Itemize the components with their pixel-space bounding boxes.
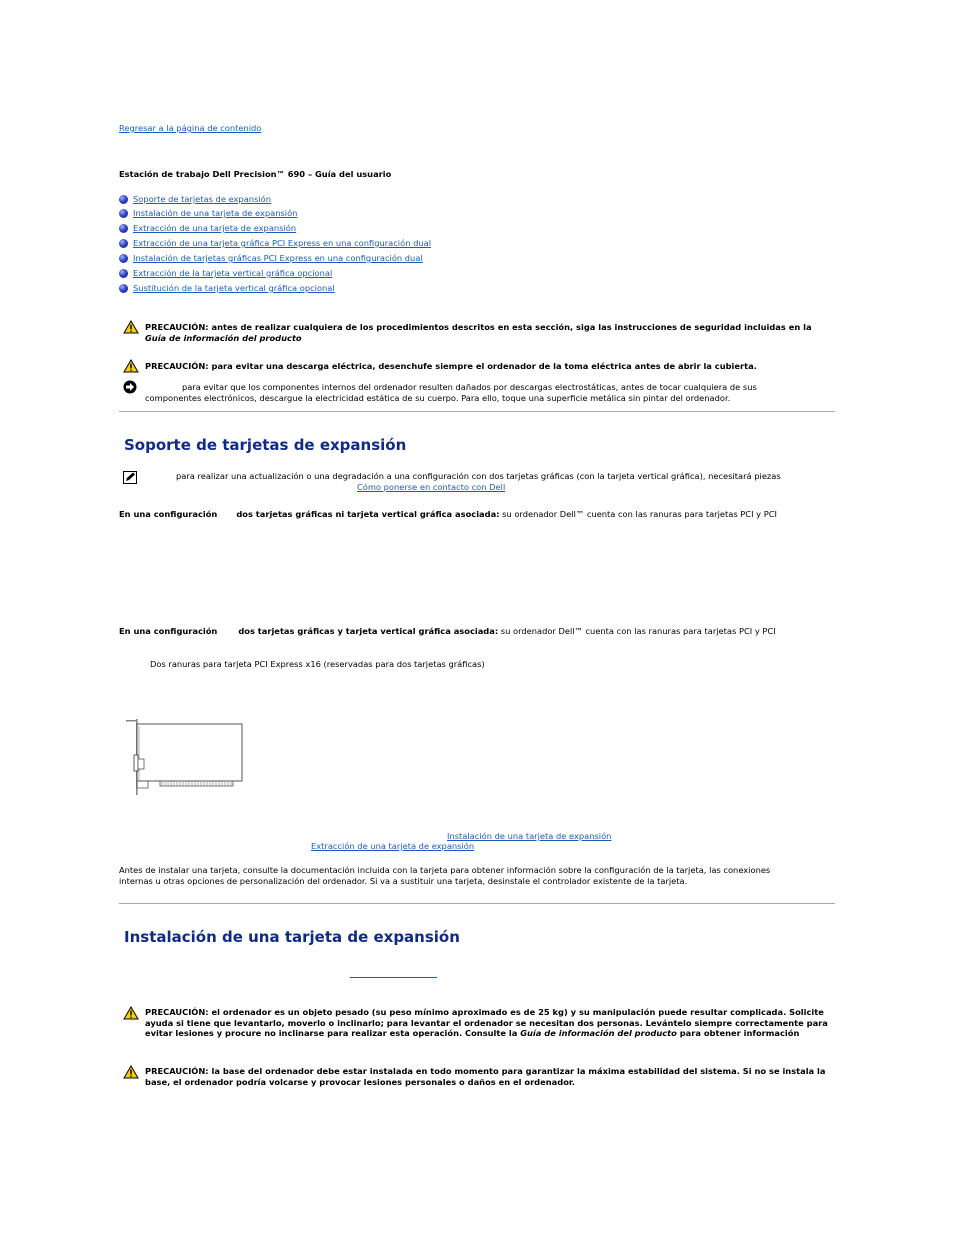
warning-safety: [145, 322, 812, 343]
remove-card-link[interactable]: Extracción de una tarjeta de expansión: [311, 841, 475, 851]
config-dual: [119, 626, 776, 637]
toc-item: [119, 237, 431, 249]
warning-guide-ref: Guía de información del producto: [520, 1028, 677, 1038]
warning-label: PRECAUCIÓN:: [145, 1007, 209, 1017]
config-bold: dos tarjetas gráficas y tarjeta vertical gráfica asociada:: [238, 626, 499, 636]
install-card-link[interactable]: Instalación de una tarjeta de expansión: [447, 831, 612, 841]
note-upgrade: [145, 471, 781, 492]
warning-text: ayuda si tiene que levantarlo, moverlo o inclinarlo; para levantar el ordenador se necesitan dos personas. Levántelo siempre correctamente para: [145, 1017, 828, 1028]
warning-electric: [145, 361, 757, 372]
bullet-icon: [119, 254, 128, 263]
notice-line: para evitar que los componentes internos del ordenador resulten dañados por descargas electrostáticas, antes de tocar cualquiera de sus: [182, 382, 757, 392]
toc-item: [119, 207, 297, 219]
divider: [119, 411, 835, 412]
bullet-icon: [119, 284, 128, 293]
toc-link-extraccion-dual[interactable]: Extracción de una tarjeta gráfica PCI Express en una configuración dual: [133, 238, 432, 248]
note-text: para realizar una actualización o una degradación a una configuración con dos tarjetas gráficas (con la tarjeta vertical gráfica), necesitará piezas: [176, 471, 781, 481]
caution-icon: [123, 320, 139, 334]
warning-text: base, el ordenador podría volcarse y provocar lesiones personales o daños en el ordenador.: [145, 1076, 575, 1087]
warning-text: para evitar una descarga eléctrica, desenchufe siempre el ordenador de la toma eléctrica antes de abrir la cubierta.: [208, 361, 757, 371]
toc-item: [119, 193, 271, 205]
config-text: su ordenador Dell™ cuenta con las ranuras para tarjetas PCI y PCI: [499, 509, 777, 519]
config-lead: En una configuración: [119, 626, 218, 636]
bullet-icon: [119, 224, 128, 233]
back-to-contents-link[interactable]: Regresar a la página de contenido: [119, 123, 262, 133]
toc-link-extraccion[interactable]: Extracción de una tarjeta de expansión: [133, 223, 297, 233]
config-no-dual: [119, 509, 777, 520]
bullet-icon: [119, 195, 128, 204]
toc-link-sustitucion-vertical[interactable]: Sustitución de la tarjeta vertical gráfica opcional: [133, 283, 335, 293]
toc-item: [119, 267, 332, 279]
divider: [119, 903, 835, 904]
warning-label: PRECAUCIÓN:: [145, 361, 209, 371]
expansion-card-illustration: [124, 718, 246, 796]
note-icon: [123, 471, 137, 484]
before-install-paragraph: [119, 865, 770, 886]
bullet-icon: [119, 209, 128, 218]
notice-line: componentes electrónicos, descargue la electricidad estática de su cuerpo. Para ello, toque una superficie metálica sin pintar del ordenador.: [145, 392, 731, 403]
toc-link-extraccion-vertical[interactable]: Extracción de la tarjeta vertical gráfica opcional: [133, 268, 333, 278]
warning-label: PRECAUCIÓN:: [145, 322, 209, 332]
slot-description: Dos ranuras para tarjeta PCI Express x16 (reservadas para dos tarjetas gráficas): [150, 659, 485, 669]
caution-icon: [123, 359, 139, 373]
toc-link-instalacion[interactable]: Instalación de una tarjeta de expansión: [133, 208, 298, 218]
config-text: su ordenador Dell™ cuenta con las ranuras para tarjetas PCI y PCI: [498, 626, 776, 636]
bullet-icon: [119, 239, 128, 248]
toc-item: [119, 252, 423, 264]
warning-label: PRECAUCIÓN:: [145, 1066, 209, 1076]
caution-icon: [123, 1065, 139, 1079]
config-bold: dos tarjetas gráficas ni tarjeta vertical gráfica asociada:: [236, 509, 500, 519]
section-heading-soporte: Soporte de tarjetas de expansión: [124, 436, 407, 454]
paragraph-line: internas u otras opciones de personalización del ordenador. Si va a sustituir una tarjeta, desinstale el controlador existente de la tarjeta.: [119, 875, 688, 886]
doc-title: Estación de trabajo Dell Precision™ 690 – Guía del usuario: [119, 169, 392, 179]
toc-link-soporte[interactable]: Soporte de tarjetas de expansión: [133, 194, 272, 204]
notice-esd: [145, 382, 757, 403]
section-heading-instalacion: Instalación de una tarjeta de expansión: [124, 928, 460, 946]
notice-icon: [123, 380, 137, 394]
contact-dell-link[interactable]: Cómo ponerse en contacto con Dell: [357, 481, 506, 492]
warning-weight: [145, 1007, 828, 1039]
warning-base: [145, 1066, 826, 1087]
toc-link-instalacion-dual[interactable]: Instalación de tarjetas gráficas PCI Express en una configuración dual: [133, 253, 423, 263]
link-underline[interactable]: [350, 977, 437, 978]
warning-text: la base del ordenador debe estar instalada en todo momento para garantizar la máxima estabilidad del sistema. Si no se instala la: [208, 1066, 826, 1076]
warning-text: para obtener información: [676, 1028, 800, 1038]
bullet-icon: [119, 269, 128, 278]
toc-item: [119, 282, 335, 294]
caution-icon: [123, 1006, 139, 1020]
paragraph-line: Antes de instalar una tarjeta, consulte la documentación incluida con la tarjeta para obtener información sobre la configuración de la tarjeta, las conexiones: [119, 865, 771, 875]
toc-item: [119, 222, 296, 234]
warning-text: antes de realizar cualquiera de los procedimientos descritos en esta sección, siga las instrucciones de seguridad incluidas en la: [208, 322, 812, 332]
warning-text: el ordenador es un objeto pesado (su peso mínimo aproximado es de 25 kg) y su manipulación puede resultar complicada. Solicite: [208, 1007, 824, 1017]
warning-text: evitar lesiones y procure no inclinarse para realizar esta operación. Consulte la: [145, 1028, 521, 1038]
warning-guide-ref: Guía de información del producto: [145, 332, 302, 343]
config-lead: En una configuración: [119, 509, 218, 519]
